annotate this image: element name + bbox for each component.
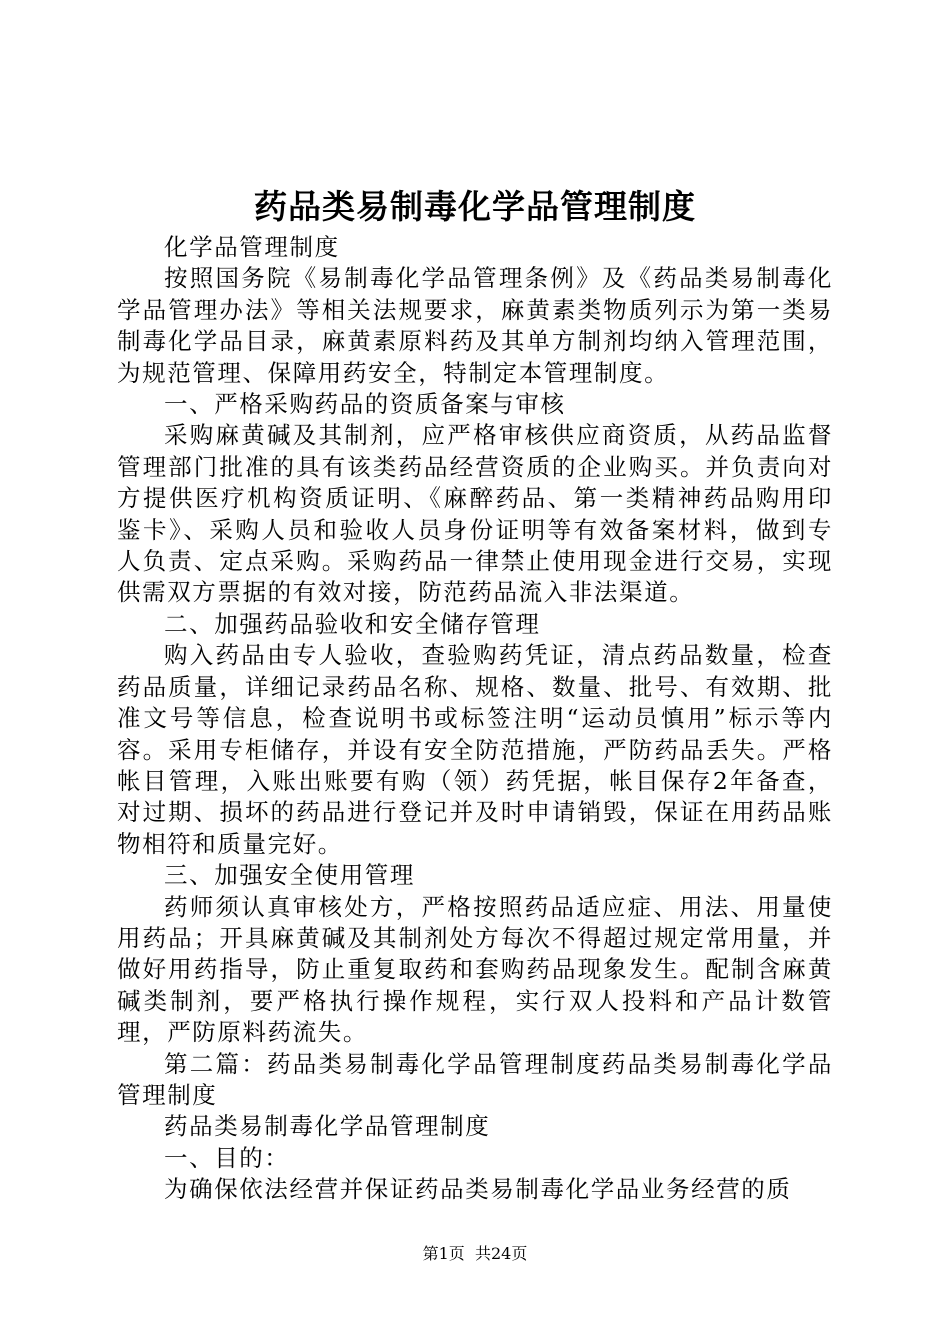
section-heading-purpose: 一、目的： [164,1143,290,1172]
page-number: 第1页 [422,1244,465,1263]
section-heading-procurement: 一、严格采购药品的资质备案与审核 [164,390,566,419]
paragraph-purpose: 为确保依法经营并保证药品类易制毒化学品业务经营的质 [164,1175,792,1204]
paragraph-procurement: 采购麻黄碱及其制剂，应严格审核供应商资质，从药品监督管理部门批准的具有该类药品经营资质的企业购买。并负责向对方提供医疗机构资质证明、《麻醉药品、第一类精神药品购用印鉴卡》、采购人员和验收人员身份证明等有效备案材料，做到专人负责、定点采购。采购药品一律禁止使用现金进行交易，实现供需双方票据的有效对接，防范药品流入非法渠道。 [117,421,833,607]
section-heading-storage: 二、加强药品验收和安全储存管理 [164,609,541,638]
section-heading-usage: 三、加强安全使用管理 [164,861,415,890]
page-footer [0,1243,950,1265]
paragraph-part-two-heading: 第二篇：药品类易制毒化学品管理制度药品类易制毒化学品管理制度 [117,1049,833,1109]
document-body [117,232,833,1206]
paragraph-subtitle: 化学品管理制度 [164,233,340,261]
paragraph-part-two-title: 药品类易制毒化学品管理制度 [164,1112,491,1141]
document-title: 药品类易制毒化学品管理制度 [254,187,696,226]
paragraph-usage: 药师须认真审核处方，严格按照药品适应症、用法、用量使用药品；开具麻黄碱及其制剂处方每次不得超过规定常用量，并做好用药指导，防止重复取药和套购药品现象发生。配制含麻黄碱类制剂，要严格执行操作规程，实行双人投料和产品计数管理，严防原料药流失。 [117,892,833,1047]
page-total: 共24页 [474,1244,528,1263]
paragraph-intro: 按照国务院《易制毒化学品管理条例》及《药品类易制毒化学品管理办法》等相关法规要求，麻黄素类物质列示为第一类易制毒化学品目录，麻黄素原料药及其单方制剂均纳入管理范围，为规范管理、保障用药安全，特制定本管理制度。 [117,264,833,387]
paragraph-storage: 购入药品由专人验收，查验购药凭证，清点药品数量，检查药品质量，详细记录药品名称、规格、数量、批号、有效期、批准文号等信息，检查说明书或标签注明“运动员慎用”标示等内容。采用专柜储存，并设有安全防范措施，严防药品丢失。严格帐目管理，入账出账要有购（领）药凭据，帐目保存2年备查，对过期、损坏的药品进行登记并及时申请销毁，保证在用药品账物相符和质量完好。 [117,641,833,858]
